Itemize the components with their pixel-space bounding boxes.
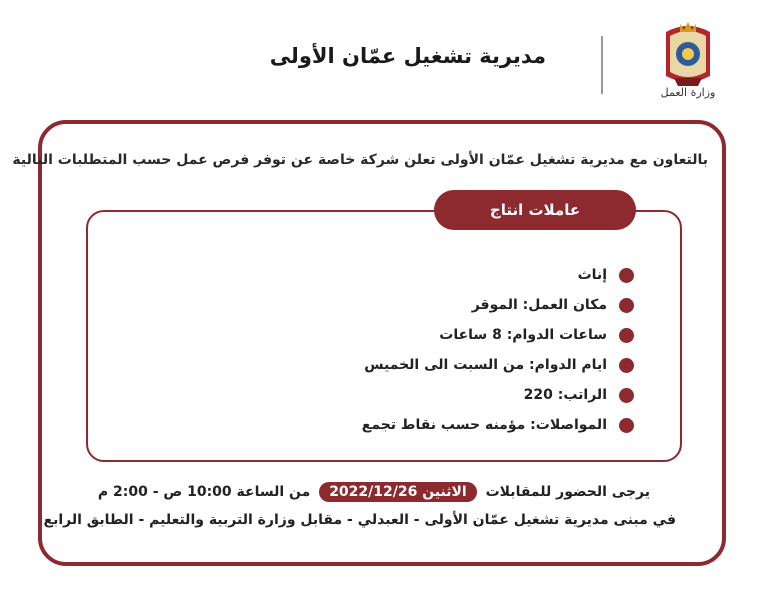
list-item <box>362 320 634 350</box>
interview-location: في مبنى مديرية تشغيل عمّان الأولى - العبدلي - مقابل وزارة التربية والتعليم - الطابق الرابع <box>43 512 676 528</box>
header-divider <box>601 36 603 94</box>
job-title-badge: عاملات انتاج <box>434 190 636 230</box>
list-item <box>362 410 634 440</box>
list-item <box>362 380 634 410</box>
interview-date-badge: الاثنين 2022/12/26 <box>319 482 477 502</box>
list-item <box>362 350 634 380</box>
bullet-icon <box>619 388 634 403</box>
requirement-text: ايام الدوام: من السبت الى الخميس <box>364 357 607 373</box>
bullet-icon <box>619 298 634 313</box>
requirement-text: مكان العمل: الموقر <box>471 297 607 313</box>
bullet-icon <box>619 418 634 433</box>
intro-text: بالتعاون مع مديرية تشغيل عمّان الأولى تعلن شركة خاصة عن توفر فرص عمل حسب المتطلبات التالية <box>12 152 708 168</box>
requirement-text: ساعات الدوام: 8 ساعات <box>439 327 607 343</box>
requirement-text: الراتب: 220 <box>523 387 607 403</box>
list-item <box>362 290 634 320</box>
bullet-icon <box>619 268 634 283</box>
page-title: مديرية تشغيل عمّان الأولى <box>269 44 546 68</box>
requirement-text: المواصلات: مؤمنه حسب نقاط تجمع <box>361 417 607 433</box>
list-item <box>362 260 634 290</box>
logo-caption: وزارة العمل <box>660 86 716 99</box>
interview-time: من الساعة 10:00 ص - 2:00 م <box>97 484 311 500</box>
requirement-text: إناث <box>577 267 607 283</box>
interview-line <box>98 482 650 502</box>
requirements-list <box>362 260 634 440</box>
interview-prefix: يرجى الحضور للمقابلات <box>485 484 650 500</box>
bullet-icon <box>619 358 634 373</box>
bullet-icon <box>619 328 634 343</box>
